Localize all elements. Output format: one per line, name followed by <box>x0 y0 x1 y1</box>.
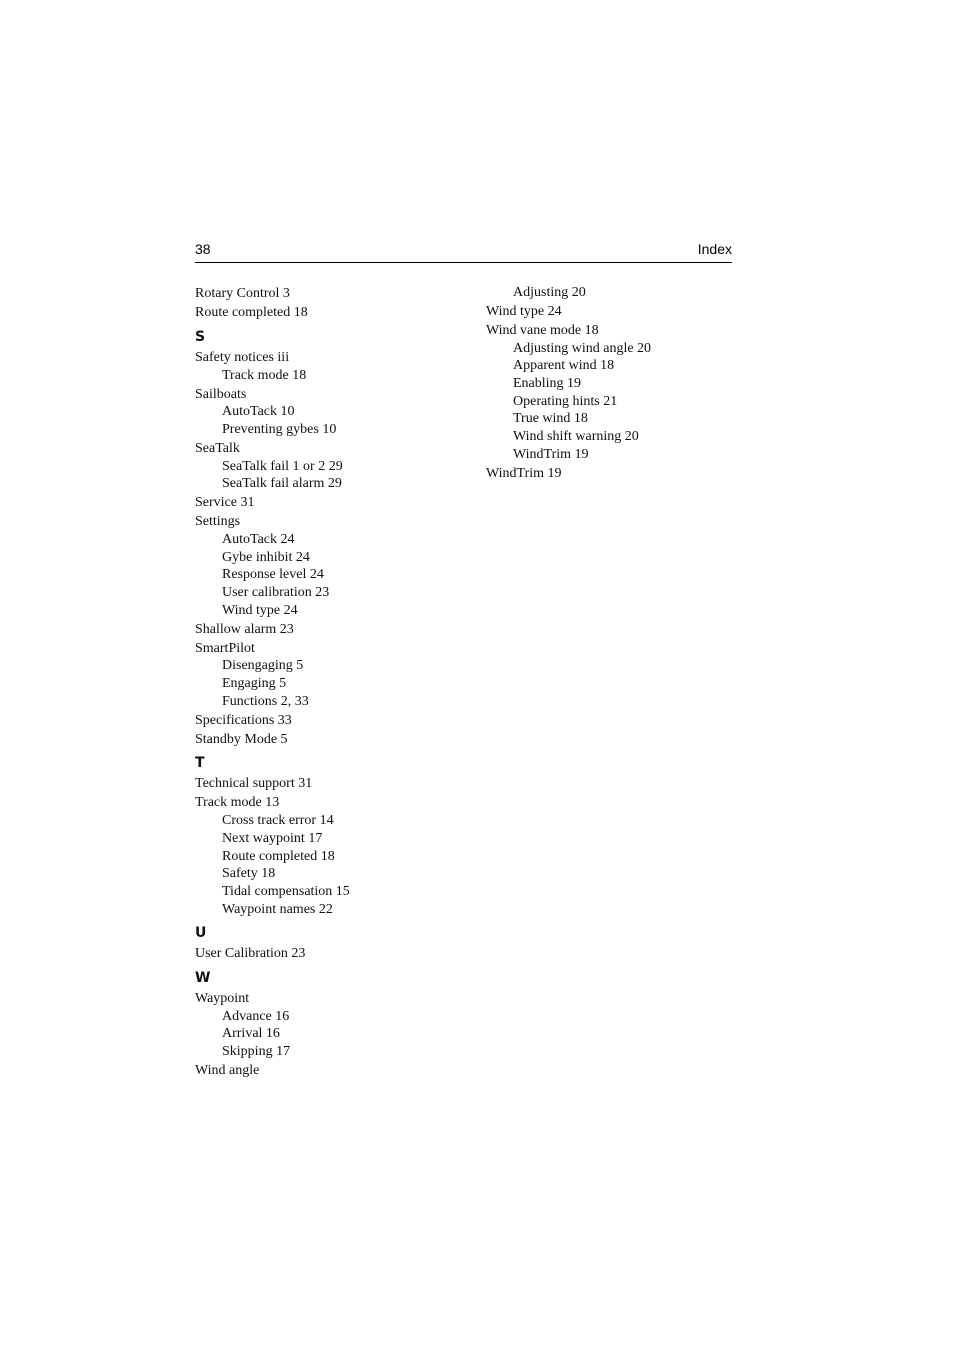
index-subentry: User calibration 23 <box>222 585 330 601</box>
index-subentry: Waypoint names 22 <box>222 901 333 917</box>
index-subentry: Adjusting wind angle 20 <box>513 340 652 356</box>
index-column-left <box>195 284 465 1080</box>
index-subentry: AutoTack 10 <box>222 404 295 420</box>
index-entry: Safety notices iii <box>195 349 290 365</box>
index-subentry: Disengaging 5 <box>222 658 304 674</box>
index-column-right <box>486 284 736 482</box>
index-subentry: Operating hints 21 <box>513 393 618 409</box>
index-entry: User Calibration 23 <box>195 946 306 962</box>
index-subentry: Advance 16 <box>222 1008 290 1024</box>
index-subentry: Response level 24 <box>222 567 324 583</box>
index-subentry: Skipping 17 <box>222 1044 291 1060</box>
index-entry: Technical support 31 <box>195 776 313 792</box>
index-subentry: Cross track error 14 <box>222 813 334 829</box>
index-letter-heading: T <box>195 755 205 772</box>
index-subentry: Route completed 18 <box>222 848 335 864</box>
index-entry: Specifications 33 <box>195 712 292 728</box>
index-entry: WindTrim 19 <box>486 465 562 481</box>
index-subentry: Functions 2, 33 <box>222 693 309 709</box>
index-entry: Settings <box>195 514 241 530</box>
page-number: 38 <box>195 241 211 257</box>
index-entry: Waypoint <box>195 990 250 1006</box>
index-subentry: Adjusting 20 <box>513 285 586 300</box>
index-entry: Wind angle <box>195 1063 260 1078</box>
index-subentry: Apparent wind 18 <box>513 358 615 374</box>
index-entry: Sailboats <box>195 386 247 402</box>
index-entry: Standby Mode 5 <box>195 731 288 747</box>
index-subentry: SeaTalk fail alarm 29 <box>222 476 342 492</box>
index-subentry: Safety 18 <box>222 866 276 882</box>
index-entry: Route completed 18 <box>195 305 308 321</box>
index-subentry: Wind type 24 <box>222 602 298 618</box>
index-entry: Wind vane mode 18 <box>486 322 599 338</box>
index-entry: Rotary Control 3 <box>195 286 290 302</box>
index-subentry: Tidal compensation 15 <box>222 883 350 899</box>
index-entry: Track mode 13 <box>195 795 280 811</box>
index-letter-heading: W <box>195 969 211 986</box>
index-entry: SeaTalk <box>195 441 240 456</box>
index-subentry: True wind 18 <box>513 411 588 427</box>
index-subentry: Wind shift warning 20 <box>513 429 639 445</box>
index-subentry: Arrival 16 <box>222 1026 280 1042</box>
index-subentry: Track mode 18 <box>222 367 307 383</box>
index-entry: Shallow alarm 23 <box>195 621 294 637</box>
index-entry: Wind type 24 <box>486 303 562 319</box>
index-subentry: WindTrim 19 <box>513 446 589 462</box>
index-subentry: AutoTack 24 <box>222 532 295 548</box>
index-subentry: SeaTalk fail 1 or 2 29 <box>222 458 343 474</box>
index-subentry: Enabling 19 <box>513 376 582 392</box>
index-letter-heading: S <box>195 328 206 345</box>
index-entry: SmartPilot <box>195 640 255 656</box>
page-header <box>195 238 732 263</box>
index-entry: Service 31 <box>195 495 255 511</box>
index-letter-heading: U <box>195 925 207 942</box>
index-subentry: Next waypoint 17 <box>222 830 323 846</box>
index-subentry: Gybe inhibit 24 <box>222 549 310 565</box>
index-subentry: Preventing gybes 10 <box>222 422 337 438</box>
index-subentry: Engaging 5 <box>222 676 287 692</box>
running-title: Index <box>697 241 732 257</box>
